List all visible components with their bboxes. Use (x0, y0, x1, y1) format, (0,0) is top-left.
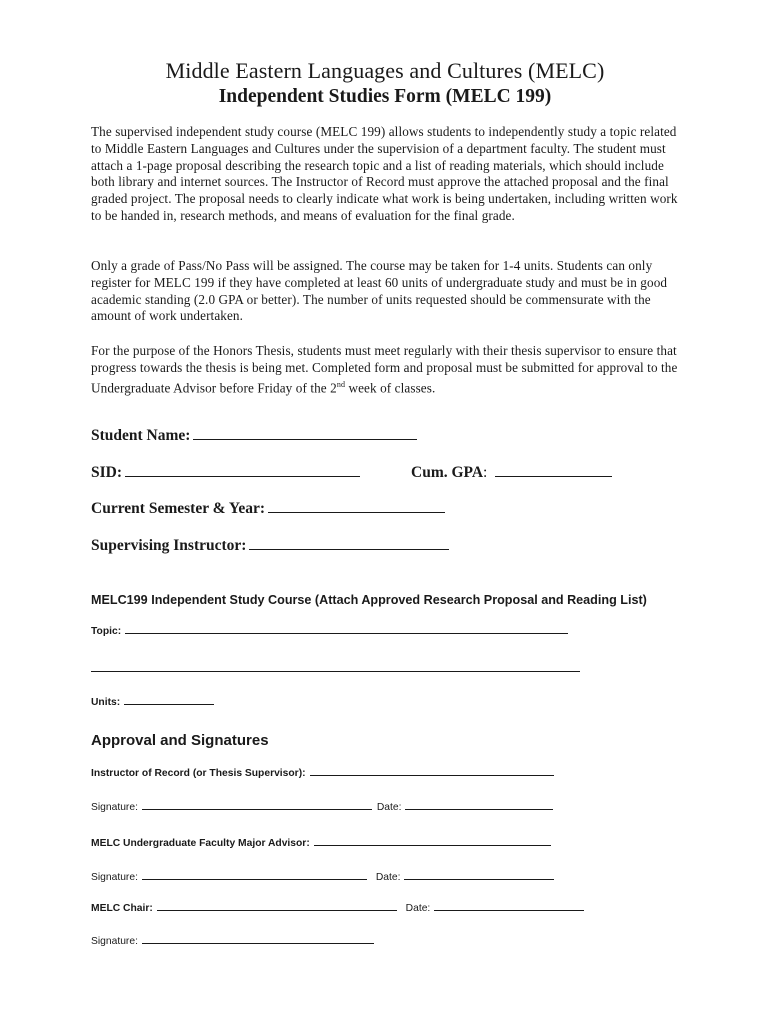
instructor-of-record-label: Instructor of Record (or Thesis Supervisor): (91, 768, 306, 779)
instructor-signature-row (91, 802, 553, 813)
page-title: Middle Eastern Languages and Cultures (MELC) (165, 58, 605, 83)
advisor-label: MELC Undergraduate Faculty Major Advisor: (91, 838, 310, 849)
approval-heading: Approval and Signatures (91, 732, 269, 749)
date-label: Date: (375, 872, 401, 883)
intro-paragraph-2: Only a grade of Pass/No Pass will be assigned. The course may be taken for 1-4 units. Students can only register for MELC 199 if they have completed at least 60 units of undergraduate study and must be in good academic standing (2.0 GPA or better). The number of units requested should be commensurate with the amount of work undertaken. (91, 258, 668, 324)
sid-label: SID: (91, 464, 123, 481)
signature-label: Signature: (91, 936, 138, 947)
topic-field[interactable] (125, 632, 568, 634)
chair-row (91, 903, 584, 914)
advisor-date-field[interactable] (404, 878, 554, 880)
course-heading: MELC199 Independent Study Course (Attach Approved Research Proposal and Reading List) (91, 593, 647, 607)
semester-label: Current Semester & Year: (91, 500, 266, 517)
advisor-row (91, 838, 551, 849)
topic-row (91, 626, 568, 637)
semester-row (91, 500, 445, 518)
ordinal-suffix: nd (336, 379, 346, 389)
supervising-instructor-label: Supervising Instructor: (91, 537, 247, 554)
sid-field[interactable] (125, 475, 360, 477)
gpa-label: Cum. GPA (411, 464, 484, 481)
student-name-label: Student Name: (91, 427, 191, 444)
sid-row (91, 464, 360, 482)
chair-field[interactable] (157, 909, 397, 911)
chair-label: MELC Chair: (91, 903, 153, 914)
instructor-of-record-field[interactable] (310, 774, 554, 776)
gpa-colon: : (483, 464, 488, 481)
instructor-of-record-row (91, 768, 554, 779)
date-label: Date: (376, 802, 402, 813)
instructor-signature-field[interactable] (142, 808, 372, 810)
date-label: Date: (405, 903, 431, 914)
intro-paragraph-3-text: For the purpose of the Honors Thesis, students must meet regularly with their thesis supervisor to ensure that progress towards the thesis is being met. Completed form and proposal must be submitted for approval to the Undergraduate Advisor before Friday of the 2 (91, 343, 678, 395)
gpa-field[interactable] (495, 475, 612, 477)
form-subtitle: Independent Studies Form (MELC 199) (218, 86, 552, 107)
instructor-date-field[interactable] (405, 808, 553, 810)
gpa-row (411, 464, 612, 482)
advisor-signature-row (91, 872, 554, 883)
student-name-row (91, 427, 417, 445)
intro-paragraph-3-end: week of classes. (345, 379, 436, 395)
units-row (91, 697, 214, 708)
intro-paragraph-1: The supervised independent study course (MELC 199) allows students to independently study a topic related to Middle Eastern Languages and Cultures under the supervision of a department faculty. The student must attach a 1-page proposal describing the research topic and a list of reading materials, which should include both library and internet sources. The Instructor of Record must approve the attached proposal and the final graded project. The proposal needs to clearly indicate what work is being undertaken, including written work to be handed in, research methods, and means of evaluation for the final grade. (91, 124, 678, 223)
student-name-field[interactable] (193, 438, 417, 440)
units-field[interactable] (124, 703, 214, 705)
advisor-signature-field[interactable] (142, 878, 367, 880)
intro-paragraph-3 (91, 343, 681, 397)
chair-signature-field[interactable] (142, 942, 374, 944)
signature-label: Signature: (91, 802, 138, 813)
supervising-instructor-field[interactable] (249, 548, 449, 550)
chair-date-field[interactable] (434, 909, 584, 911)
semester-field[interactable] (268, 511, 445, 513)
units-label: Units: (91, 697, 121, 708)
chair-signature-row (91, 936, 374, 947)
signature-label: Signature: (91, 872, 138, 883)
topic-label: Topic: (91, 626, 122, 637)
advisor-field[interactable] (314, 844, 551, 846)
topic-field-continued[interactable] (91, 671, 580, 672)
supervising-instructor-row (91, 537, 449, 555)
